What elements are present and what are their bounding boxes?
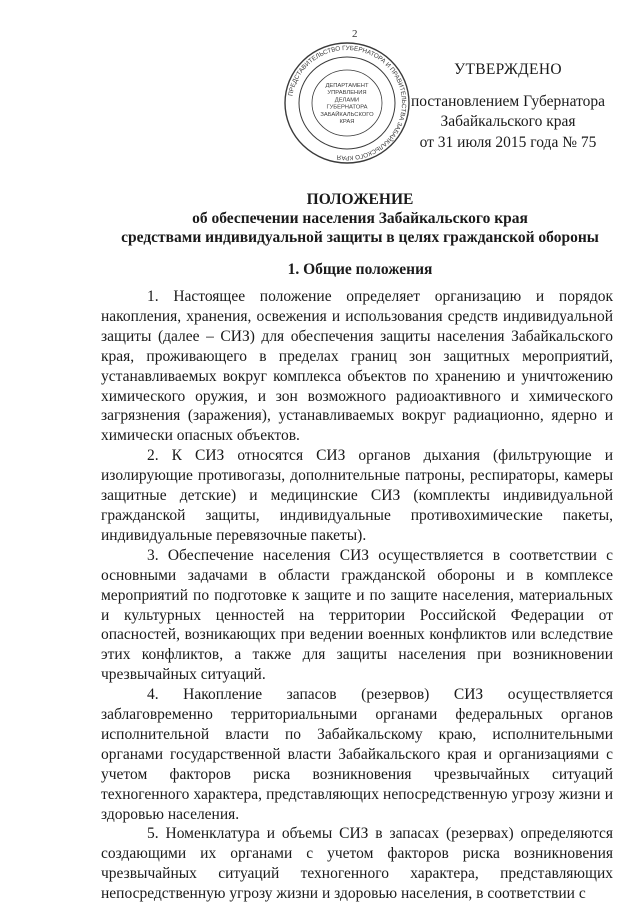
paragraph-1: 1. Настоящее положение определяет организацию и порядок накопления, хранения, освежения и использования средств индивидуальной защиты (далее – СИЗ) для обеспечения защиты населения Забайкальского края, проживающего в пределах границ зон защитных мероприятий, устанавливаемых вокруг комплекса объектов по хранению и уничтожению химического оружия, и зон возможного радиоактивного и химического загрязнения (заражения), устанавливаемых вокруг радиационно, ядерно и химически опасных объектов.	[101, 288, 613, 445]
paragraph-5: 5. Номенклатура и объемы СИЗ в запасах (резервах) определяются создающими их органами с учетом факторов риска возникновения чрезвычайных ситуаций техногенного характера, представляющих непосредственную угрозу жизни и здоровью населения, в соответствии с	[101, 825, 613, 903]
seal-inner-line: ГУБЕРНАТОРА	[326, 104, 368, 111]
title-heading: ПОЛОЖЕНИЕ	[306, 191, 414, 208]
approval-region-line: Забайкальского края	[440, 113, 576, 130]
approval-block	[402, 60, 614, 153]
approval-date-line: от 31 июля 2015 года № 75	[419, 133, 597, 151]
seal-inner-line: ЗАБАЙКАЛЬСКОГО	[320, 111, 374, 118]
title-subheading-1: об обеспечении населения Забайкальского края	[192, 210, 528, 227]
paragraph-4: 4. Накопление запасов (резервов) СИЗ осуществляется заблаговременно территориальными органами федеральных органов исполнительной власти по Забайкальскому краю, исполнительными органами государственной власти Забайкальского края и организациями с учетом факторов риска возникновения чрезвычайных ситуаций техногенного характера, представляющих непосредственную угрозу жизни и здоровью населения.	[101, 686, 613, 823]
seal-inner-line: УПРАВЛЕНИЯ	[327, 90, 367, 97]
seal-inner-line: КРАЯ	[339, 119, 355, 125]
approval-decree-line: постановлением Губернатора	[410, 92, 606, 110]
seal-inner-line: ДЕПАРТАМЕНТ	[325, 83, 369, 89]
title-subheading-2: средствами индивидуальной защиты в целях гражданской обороны	[121, 229, 599, 246]
paragraph-2: 2. К СИЗ относятся СИЗ органов дыхания (фильтрующие и изолирующие противогазы, дополнительные патроны, респираторы, камеры защитные детские) и медицинские СИЗ (комплекты индивидуальной гражданской защиты, индивидуальные противохимические пакеты, индивидуальные перевязочные пакеты).	[101, 447, 613, 544]
approved-label: УТВЕРЖДЕНО	[454, 61, 562, 78]
paragraph-3: 3. Обеспечение населения СИЗ осуществляется в соответствии с основными задачами в области гражданской обороны и в комплексе мероприятий по подготовке к защите и по защите населения, материальных и культурных ценностей на территории Российской Федерации от опасностей, возникающих при ведении военных конфликтов или вследствие этих конфликтов, а также для защиты населения при возникновении чрезвычайных ситуаций.	[101, 546, 613, 684]
seal-inner-line: ДЕЛАМИ	[334, 97, 360, 104]
section-heading: 1. Общие положения	[287, 261, 433, 278]
page-number: 2	[352, 28, 358, 40]
document-body	[101, 287, 613, 904]
svg-text:ПРЕДСТАВИТЕЛЬСТВО ГУБЕРНАТОРА: ПРЕДСТАВИТЕЛЬСТВО ГУБЕРНАТОРА И ПРАВИТЕЛЬСТВА ЗАБАЙКАЛЬСКОГО КРАЯ	[287, 44, 408, 162]
document-title	[100, 190, 620, 247]
official-seal-stamp	[282, 40, 412, 166]
